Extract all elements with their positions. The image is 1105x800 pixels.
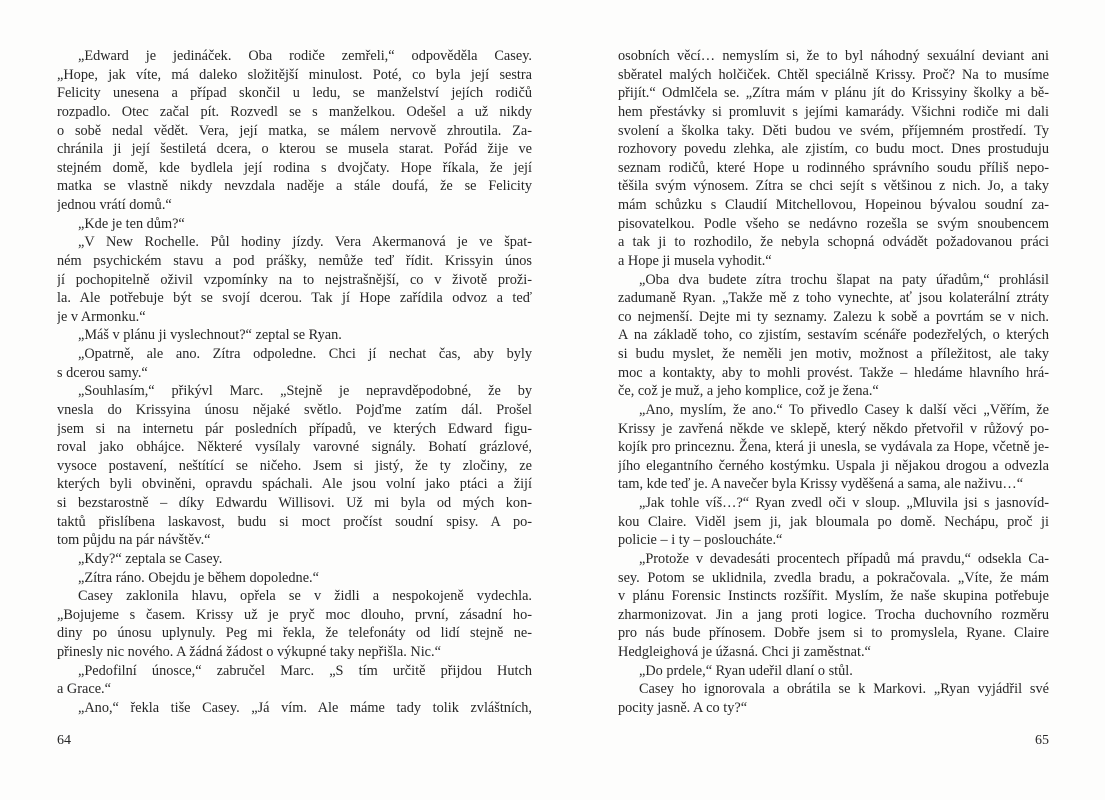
text-line: roval jako obhájce. Některé vysílaly varovné signály. Bohatí grázlové, [57,439,532,456]
paragraph [57,326,532,345]
text-line: jího elegantního černého kostýmku. Uspala ji nějakou drogou a odvezla [618,457,1049,474]
paragraph [57,47,532,215]
text-line: diny po únosu uplynuly. Peg mi řekla, že telefonáty od lidí stejně ne- [57,625,532,642]
text-line: „Zítra ráno. Obejdu je během dopoledne.“ [78,569,319,586]
text-line: „V New Rochelle. Půl hodiny jízdy. Vera Akermanová je ve špat- [78,234,532,251]
text-line: přijít.“ Odmlčela se. „Zítra mám v plánu jít do Krissyiny školky a bě- [618,85,1049,102]
text-line: taktů přislíbena laskavost, budu si moct pročíst soudní spisy. A po- [57,513,532,530]
text-line: Casey zaklonila hlavu, opřela se v židli a nespokojeně vydechla. [78,588,532,605]
paragraph [57,215,532,234]
text-line: osobních věcí… nemyslím si, že to byl náhodný sexuální deviant ani [618,48,1049,64]
text-line: seznam rodičů, které Hope u rodinného správního soudu příliš nepo- [618,159,1049,176]
text-line: zharmonizovat. Jin a jang proti logice. Trocha duchovního rozměru [618,606,1049,623]
page-number-left: 64 [57,733,71,748]
text-line: co nejmenší. Dejte mi ty seznamy. Zalezu k sobě a povrtám se v nich. [618,308,1049,325]
text-line: kou Claire. Viděl jsem ji, jak bloumala po domě. Nechápu, proč ji [618,513,1049,530]
text-line: tam, kde teď je. A navečer byla Krissy vyděšená a sama, ale naživu…“ [618,476,1024,493]
text-line: Casey ho ignorovala a obrátila se k Markovi. „Ryan vyjádřil své [639,681,1049,698]
paragraph [57,382,532,550]
text-line: Hedgleighová je úžasná. Chci ji zaměstnat.“ [618,644,871,660]
text-line: „Do prdele,“ Ryan udeřil dlaní o stůl. [639,662,853,679]
text-line: če, což je muž, a jeho komplice, což je žena.“ [618,383,879,400]
text-line: rozhovory povedu zlehka, ale zjistím, co budu moct. Dnes prostuduju [618,141,1049,158]
text-line: „Máš v plánu ji vyslechnout?“ zeptal se Ryan. [78,327,342,344]
text-line: pro nás bude přínosem. Dobře jsem si to promyslela, Ryane. Claire [618,625,1049,642]
text-line: si budu myslet, že neměli jen motiv, možnost a příležitost, ale taky [618,346,1049,362]
text-line: pisovatelkou. Podle všeho se nedávno rozešla se svým snoubencem [618,215,1049,232]
paragraph [57,233,532,326]
text-line: rozpadlo. Otec začal pít. Rozvedl se s manželkou. Odešel a už nikdy [57,103,532,120]
text-line: tom půjdu na pár návštěv.“ [57,532,211,549]
text-line: jí pochopitelně oživil vzpomínky na to nejstrašnější, co v životě proži- [57,271,532,288]
text-line: hem přestávky si promluvit s jejími kamarády. Všichni rodiče mi dali [618,103,1049,120]
text-line: „Jak tohle víš…?“ Ryan zvedl oči v sloup. „Mluvila jsi s jasnovíd- [639,495,1049,511]
text-line: moc a kontakty, aby to mohli provést. Takže – hledáme hlavního hrá- [618,364,1049,381]
text-line: Felicity unesena a případ skončil u ledu, se manželství jejích rodičů [57,85,532,102]
text-line: a tak ji to rozhodilo, že nebyla schopná odvádět požadovanou práci [618,234,1049,251]
text-line: o sobě nedal vědět. Vera, její matka, se málem nervově zhroutila. Za- [57,122,532,139]
paragraph [618,401,1049,494]
text-line: mám schůzku s Claudií Mitchellovou, Hopeinou bývalou soudní za- [618,197,1049,213]
text-line: kterých byli obviněni, opravdu spáchali. Ale jsou volní jako ptáci a žijí [57,476,532,493]
text-line: jsem si na internetu pár posledních případů, ve kterých Edward figu- [57,420,532,437]
text-line: pocity jasně. A co ty?“ [618,699,748,716]
paragraph [618,47,1049,271]
text-line: přinesly nic nového. A žádná žádost o výkupné taky nepřišla. Nic.“ [57,644,441,660]
text-line: těšila svým výnosem. Zítra se chci sejít s většinou z nich. Jo, a taky [618,178,1049,195]
text-line: a Grace.“ [57,681,111,698]
text-line: „Kde je ten dům?“ [78,215,185,232]
text-line: „Bojujeme s časem. Krissy už je pryč moc dlouho, první, zásadní ho- [57,606,532,623]
paragraph [618,662,1049,681]
paragraph [57,699,532,718]
text-line: „Kdy?“ zeptala se Casey. [78,550,223,567]
text-line: je v Armonku.“ [57,308,146,325]
text-line: svolení a školka taky. Děti budou ve svém, příjemném prostředí. Ty [618,122,1049,139]
text-line: „Opatrně, ale ano. Zítra odpoledne. Chci jí nechat čas, aby byly [78,346,532,362]
text-line: vnesla do Krissyina únosu nějaké světlo. Pojďme zatím dál. Prošel [57,401,532,418]
text-line: la. Ale potřebuje být se svojí dcerou. Tak jí Hope zařídila odvoz a teď [57,290,532,307]
paragraph [57,345,532,382]
text-line: stejném domě, kde bydlela její rodina s dvojčaty. Hope říkala, že její [57,159,532,176]
paragraph [618,271,1049,401]
text-line: chránila ji její šestiletá dcera, o kterou se musela starat. Pořád žije ve [57,141,532,158]
text-line: Krissy je zavřená někde ve sklepě, který někdo přetvořil v růžový po- [618,420,1049,437]
page-number-right: 65 [1035,733,1049,748]
paragraph [57,587,532,662]
text-line: s dcerou samy.“ [57,364,148,381]
paragraph [57,550,532,569]
text-line: a Hope ji musela vyhodit.“ [618,252,772,269]
text-line: si bezstarostně – díky Edwardu Willisovi. Už mi byla od mých kon- [57,495,532,511]
text-line: sběratel malých holčiček. Chtěl speciálně Krissy. Proč? Na to musíme [618,66,1049,83]
text-line: „Ano, myslím, že ano.“ To přivedlo Casey k další věci „Věřím, že [639,401,1049,418]
text-line: v plánu Forensic Instincts rozšířit. Myslím, že naše skupina potřebuje [618,588,1049,605]
page-right-text [618,47,1049,718]
text-line: vysoce postavení, neštítící se ničeho. Jsem si jistý, že ty zločiny, ze [57,457,532,474]
text-line: „Ano,“ řekla tiše Casey. „Já vím. Ale máme tady tolik zvláštních, [78,699,532,716]
text-line: „Souhlasím,“ přikývl Marc. „Stejně je nepravděpodobné, že by [78,383,532,400]
text-line: sey. Potom se uklidnila, zvedla bradu, a pokračovala. „Víte, že mám [618,569,1049,586]
paragraph [618,680,1049,717]
paragraph [57,662,532,699]
text-line: jednou vrátí domů.“ [57,197,172,213]
text-line: kojík pro princeznu. Žena, která ji unesla, se vydávala za Hope, včetně je- [618,439,1049,456]
text-line: „Edward je jedináček. Oba rodiče zemřeli,“ odpověděla Casey. [78,48,532,64]
page-left-text [57,47,532,718]
text-line: „Pedofilní únosce,“ zabručel Marc. „S tím určitě přijdou Hutch [78,662,532,679]
text-line: policie – i ty – posloucháte.“ [618,532,783,549]
paragraph [618,494,1049,550]
text-line: zadumaně Ryan. „Takže mě z toho vynechte, ať jsou kolaterální ztráty [618,290,1049,307]
paragraph [57,569,532,588]
text-line: ném psychickém stavu a pod prášky, nemůže teď řídit. Krissyin únos [57,252,532,269]
text-line: „Protože v devadesáti procentech případů má pravdu,“ odsekla Ca- [639,550,1049,567]
paragraph [618,550,1049,662]
text-line: A na základě toho, co zjistím, sestavím scénáře podezřelých, o kterých [618,327,1049,344]
text-line: „Oba dva budete zítra trochu šlapat na paty úřadům,“ prohlásil [639,271,1049,288]
text-line: matka se vlastně nikdy nevzdala naděje a stále doufá, že se Felicity [57,178,532,195]
text-line: „Hope, jak víte, má daleko složitější minulost. Poté, co byla její sestra [57,66,532,83]
